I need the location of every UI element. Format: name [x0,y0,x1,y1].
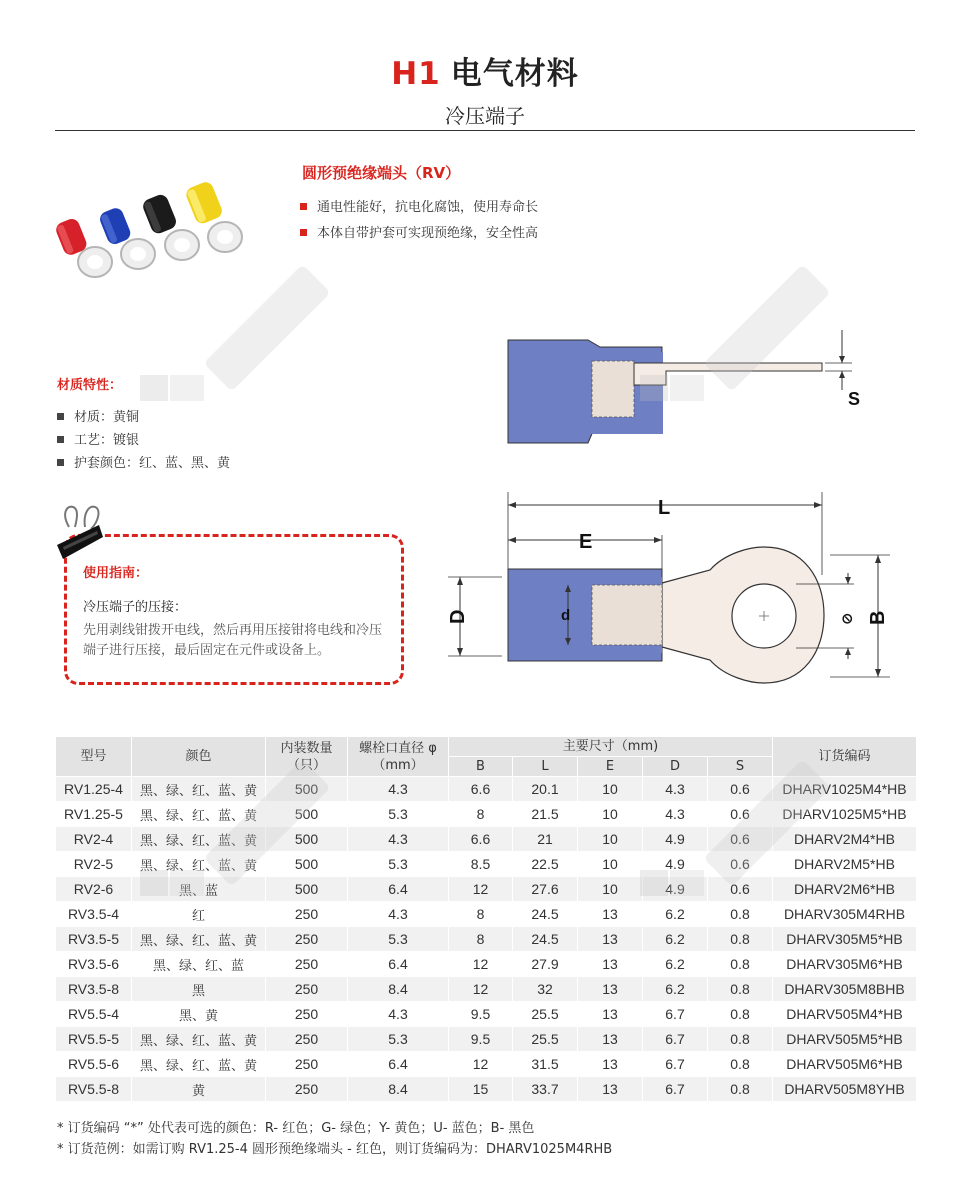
cell-s: 0.6 [708,802,772,826]
cell-e: 13 [578,927,642,951]
spec-table [55,736,917,1102]
cell-d: 6.2 [643,927,707,951]
table-row [56,977,916,1001]
cell-order: DHARV1025M4*HB [773,777,916,801]
cell-qty: 500 [266,877,347,901]
cell-d: 4.3 [643,802,707,826]
cell-bolt: 4.3 [348,827,448,851]
table-row [56,802,916,826]
cell-l: 24.5 [513,927,577,951]
cell-order: DHARV305M4RHB [773,902,916,926]
cell-e: 10 [578,827,642,851]
dark-square-bullet-icon [57,459,64,466]
cell-s: 0.6 [708,827,772,851]
cell-order: DHARV2M6*HB [773,877,916,901]
cell-color: 黑、绿、红、蓝、黄 [132,927,265,951]
cell-s: 0.6 [708,777,772,801]
cell-d: 4.9 [643,877,707,901]
section-title: 电气材料 [450,56,579,92]
table-row [56,852,916,876]
cell-qty: 500 [266,777,347,801]
binder-clip-icon [55,503,105,563]
cell-l: 22.5 [513,852,577,876]
cell-d: 6.2 [643,952,707,976]
cell-model: RV3.5-5 [56,927,131,951]
cell-s: 0.8 [708,952,772,976]
label-d: d [561,607,571,624]
usage-guide-subtitle: 冷压端子的压接： [83,600,188,615]
cell-color: 红 [132,902,265,926]
cell-bolt: 6.4 [348,877,448,901]
col-header-color: 颜色 [132,737,265,776]
cell-e: 10 [578,852,642,876]
cell-qty: 250 [266,1002,347,1026]
cell-color: 黑、蓝 [132,877,265,901]
red-square-bullet-icon [300,229,307,236]
cell-color: 黑、黄 [132,1002,265,1026]
cell-b: 9.5 [449,1027,512,1051]
material-item: 工艺：镀银 [57,433,230,456]
dimension-diagram [430,315,930,705]
cell-color: 黑、绿、红、蓝、黄 [132,1027,265,1051]
cell-d: 6.7 [643,1052,707,1076]
cell-d: 4.9 [643,852,707,876]
cell-color: 黑、绿、红、蓝 [132,952,265,976]
cell-model: RV2-4 [56,827,131,851]
feature-list [300,200,538,252]
cell-e: 10 [578,877,642,901]
cell-e: 10 [578,777,642,801]
cell-order: DHARV505M6*HB [773,1052,916,1076]
table-row [56,1027,916,1051]
cell-l: 33.7 [513,1077,577,1101]
cell-bolt: 4.3 [348,1002,448,1026]
cell-bolt: 4.3 [348,902,448,926]
label-D: D [447,609,469,624]
col-header-D: D [643,757,707,776]
cell-e: 13 [578,977,642,1001]
material-item: 材质：黄铜 [57,410,230,433]
page-subtitle: 冷压端子 [445,104,525,128]
cell-qty: 500 [266,852,347,876]
cell-order: DHARV305M5*HB [773,927,916,951]
cell-d: 6.7 [643,1077,707,1101]
table-row [56,827,916,851]
label-B: B [867,610,889,625]
feature-item: 本体自带护套可实现预绝缘，安全性高 [300,226,538,252]
cell-s: 0.8 [708,1077,772,1101]
cell-e: 13 [578,1002,642,1026]
footnote-order-example: * 订货范例：如需订购 RV1.25-4 圆形预绝缘端头 - 红色，则订货编码为：DHARV1025M4RHB [57,1142,613,1157]
footnotes [57,1118,612,1160]
cell-model: RV2-5 [56,852,131,876]
cell-bolt: 5.3 [348,927,448,951]
cell-order: DHARV505M8YHB [773,1077,916,1101]
cell-b: 8 [449,927,512,951]
col-header-E: E [578,757,642,776]
front-view-drawing [448,492,890,683]
section-code: H1 [391,56,441,92]
cell-l: 25.5 [513,1027,577,1051]
cell-l: 24.5 [513,902,577,926]
cell-e: 13 [578,902,642,926]
cell-b: 8.5 [449,852,512,876]
product-photo [55,170,280,300]
cell-l: 21 [513,827,577,851]
cell-bolt: 5.3 [348,1027,448,1051]
cell-b: 8 [449,802,512,826]
cell-s: 0.6 [708,852,772,876]
cell-order: DHARV505M4*HB [773,1002,916,1026]
col-header-order: 订货编码 [773,737,916,776]
cell-e: 13 [578,952,642,976]
cell-model: RV1.25-5 [56,802,131,826]
cell-b: 6.6 [449,777,512,801]
cell-color: 黑、绿、红、蓝、黄 [132,802,265,826]
cell-bolt: 6.4 [348,952,448,976]
cell-qty: 500 [266,802,347,826]
cell-bolt: 8.4 [348,1077,448,1101]
cell-b: 12 [449,877,512,901]
col-header-bolt: 螺栓口直径 φ（mm） [348,737,448,776]
usage-guide-title: 使用指南： [83,566,149,581]
cell-e: 13 [578,1027,642,1051]
label-L: L [658,497,671,519]
cell-d: 4.3 [643,777,707,801]
col-header-dims: 主要尺寸（mm) [449,737,772,756]
product-title: 圆形预绝缘端头（RV） [302,164,461,182]
cell-b: 8 [449,902,512,926]
cell-e: 10 [578,802,642,826]
table-row [56,952,916,976]
table-row [56,1052,916,1076]
feature-item: 通电性能好，抗电化腐蚀，使用寿命长 [300,200,538,226]
cell-bolt: 6.4 [348,1052,448,1076]
cell-l: 20.1 [513,777,577,801]
cell-s: 0.8 [708,902,772,926]
table-row [56,1002,916,1026]
cell-l: 27.9 [513,952,577,976]
cell-model: RV5.5-6 [56,1052,131,1076]
cell-l: 32 [513,977,577,1001]
cell-e: 13 [578,1077,642,1101]
cell-b: 15 [449,1077,512,1101]
cell-d: 6.7 [643,1027,707,1051]
cell-model: RV3.5-4 [56,902,131,926]
col-header-model: 型号 [56,737,131,776]
cell-order: DHARV2M5*HB [773,852,916,876]
cell-s: 0.8 [708,1052,772,1076]
table-row [56,1077,916,1101]
cell-s: 0.8 [708,1027,772,1051]
cell-order: DHARV2M4*HB [773,827,916,851]
cell-s: 0.6 [708,877,772,901]
table-row [56,777,916,801]
cell-model: RV1.25-4 [56,777,131,801]
cell-model: RV3.5-8 [56,977,131,1001]
footnote-color-codes: * 订货编码 “*” 处代表可选的颜色：R- 红色；G- 绿色；Y- 黄色；U- 蓝色；B- 黑色 [57,1121,535,1136]
cell-b: 12 [449,952,512,976]
cell-qty: 250 [266,927,347,951]
table-row [56,927,916,951]
cell-d: 6.7 [643,1002,707,1026]
col-header-B: B [449,757,512,776]
cell-d: 6.2 [643,902,707,926]
cell-d: 4.9 [643,827,707,851]
cell-b: 12 [449,977,512,1001]
cell-order: DHARV505M5*HB [773,1027,916,1051]
cell-s: 0.8 [708,927,772,951]
cell-e: 13 [578,1052,642,1076]
cell-bolt: 5.3 [348,802,448,826]
side-view-drawing [508,330,852,443]
dark-square-bullet-icon [57,436,64,443]
cell-l: 21.5 [513,802,577,826]
cell-color: 黑、绿、红、蓝、黄 [132,777,265,801]
red-square-bullet-icon [300,203,307,210]
spec-table-body [56,777,916,1101]
table-row [56,902,916,926]
usage-guide-body: 先用剥线钳拨开电线，然后再用压接钳将电线和冷压端子进行压接，最后固定在元件或设备上。 [83,623,383,658]
cell-model: RV5.5-8 [56,1077,131,1101]
cell-bolt: 5.3 [348,852,448,876]
cell-d: 6.2 [643,977,707,1001]
cell-l: 25.5 [513,1002,577,1026]
cell-qty: 250 [266,1077,347,1101]
dark-square-bullet-icon [57,413,64,420]
cell-qty: 250 [266,977,347,1001]
label-E: E [579,531,593,553]
label-S: S [848,389,861,409]
cell-color: 黑、绿、红、蓝、黄 [132,1052,265,1076]
cell-bolt: 4.3 [348,777,448,801]
material-title: 材质特性： [57,378,123,393]
cell-qty: 500 [266,827,347,851]
cell-b: 9.5 [449,1002,512,1026]
cell-model: RV5.5-4 [56,1002,131,1026]
cell-l: 31.5 [513,1052,577,1076]
cell-s: 0.8 [708,1002,772,1026]
material-list [57,410,230,479]
cell-qty: 250 [266,952,347,976]
cell-order: DHARV305M8BHB [773,977,916,1001]
cell-model: RV5.5-5 [56,1027,131,1051]
cell-order: DHARV305M6*HB [773,952,916,976]
cell-model: RV2-6 [56,877,131,901]
cell-order: DHARV1025M5*HB [773,802,916,826]
cell-color: 黄 [132,1077,265,1101]
label-phi: ⊘ [838,612,856,625]
col-header-qty: 内装数量（只） [266,737,347,776]
material-item: 护套颜色：红、蓝、黑、黄 [57,456,230,479]
page-title [0,48,970,93]
cell-qty: 250 [266,1052,347,1076]
cell-bolt: 8.4 [348,977,448,1001]
cell-color: 黑、绿、红、蓝、黄 [132,852,265,876]
col-header-S: S [708,757,772,776]
cell-b: 6.6 [449,827,512,851]
col-header-L: L [513,757,577,776]
table-row [56,877,916,901]
cell-l: 27.6 [513,877,577,901]
cell-b: 12 [449,1052,512,1076]
cell-qty: 250 [266,1027,347,1051]
cell-qty: 250 [266,902,347,926]
cell-color: 黑 [132,977,265,1001]
header-divider [55,130,915,131]
cell-color: 黑、绿、红、蓝、黄 [132,827,265,851]
cell-s: 0.8 [708,977,772,1001]
cell-model: RV3.5-6 [56,952,131,976]
